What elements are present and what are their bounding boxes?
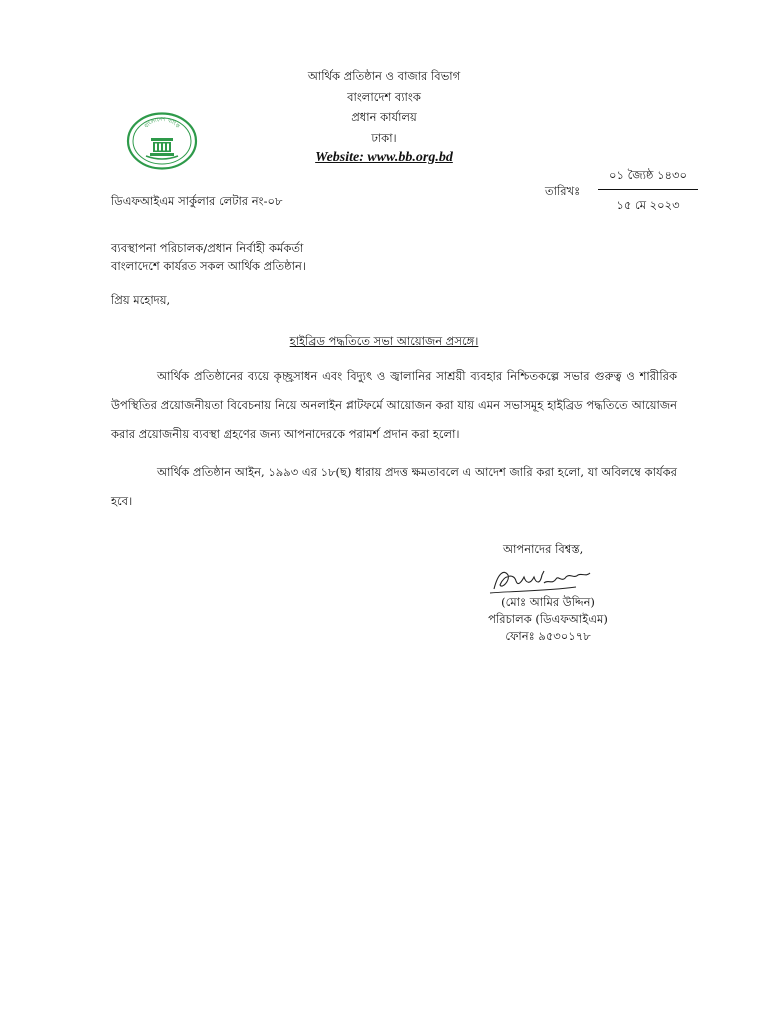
svg-text:বাংলাদেশ ব্যাংক bbox=[143, 117, 181, 131]
letterhead bbox=[0, 66, 768, 169]
bank-name: বাংলাদেশ ব্যাংক bbox=[347, 89, 421, 104]
salutation: প্রিয় মহোদয়, bbox=[111, 293, 171, 307]
paragraph-1-text: আর্থিক প্রতিষ্ঠানের ব্যয়ে কৃচ্ছ্রসাধন এবং বিদ্যুৎ ও জ্বালানির সাশ্রয়ী ব্যবহার নিশ্চিতকল্পে সভার গুরুত্ব ও শারীরিক উপস্থিতির প্রয়োজনীয়তা বিবেচনায় নিয়ে অনলাইন প্লাটফর্মে আয়োজন করা যায় এমন সভাসমূহ হাইব্রিড পদ্ধতিতে আয়োজন করার প্রয়োজনীয় ব্যবস্থা গ্রহণের জন্য আপনাদেরকে পরামর্শ প্রদান করা হলো। bbox=[111, 369, 677, 441]
subject-text: হাইব্রিড পদ্ধতিতে সভা আয়োজন প্রসঙ্গে। bbox=[289, 334, 479, 348]
city-name: ঢাকা। bbox=[371, 130, 397, 145]
seal-text: বাংলাদেশ ব্যাংক bbox=[143, 116, 181, 130]
subject-line bbox=[0, 333, 768, 352]
recipient-line-1: ব্যবস্থাপনা পরিচালক/প্রধান নির্বাহী কর্মকর্তা bbox=[111, 241, 304, 255]
bangladesh-bank-seal-icon bbox=[126, 112, 198, 170]
date-divider bbox=[598, 189, 698, 190]
gregorian-date: ১৫ মে ২০২৩ bbox=[616, 198, 680, 212]
signatory-designation: পরিচালক (ডিএফআইএম) bbox=[488, 612, 608, 626]
body-paragraph-1 bbox=[111, 362, 677, 449]
recipients bbox=[111, 239, 306, 275]
paragraph-2-text: আর্থিক প্রতিষ্ঠান আইন, ১৯৯৩ এর ১৮(ছ) ধারায় প্রদত্ত ক্ষমতাবলে এ আদেশ জারি করা হলো, যা অবিলম্বে কার্যকর হবে। bbox=[111, 465, 677, 508]
recipient-line-2: বাংলাদেশে কার্যরত সকল আর্থিক প্রতিষ্ঠান। bbox=[111, 259, 306, 273]
closing: আপনাদের বিশ্বস্ত, bbox=[503, 542, 584, 556]
department-name: আর্থিক প্রতিষ্ঠান ও বাজার বিভাগ bbox=[307, 69, 461, 83]
circular-reference: ডিএফআইএম সার্কুলার লেটার নং-০৮ bbox=[111, 194, 283, 208]
body-paragraph-2 bbox=[111, 458, 677, 516]
office-name: প্রধান কার্যালয় bbox=[351, 110, 417, 124]
website-link[interactable]: Website: www.bb.org.bd bbox=[315, 150, 453, 165]
signatory-name: (মোঃ আমির উদ্দিন) bbox=[501, 595, 595, 609]
date-label: তারিখঃ bbox=[545, 184, 581, 198]
signatory-phone: ফোনঃ ৯৫৩০১৭৮ bbox=[505, 629, 591, 643]
signature-image bbox=[486, 563, 596, 597]
signature-block bbox=[478, 594, 618, 645]
date-block bbox=[598, 166, 698, 214]
bangla-date: ০১ জ্যৈষ্ঠ ১৪৩০ bbox=[609, 168, 687, 182]
